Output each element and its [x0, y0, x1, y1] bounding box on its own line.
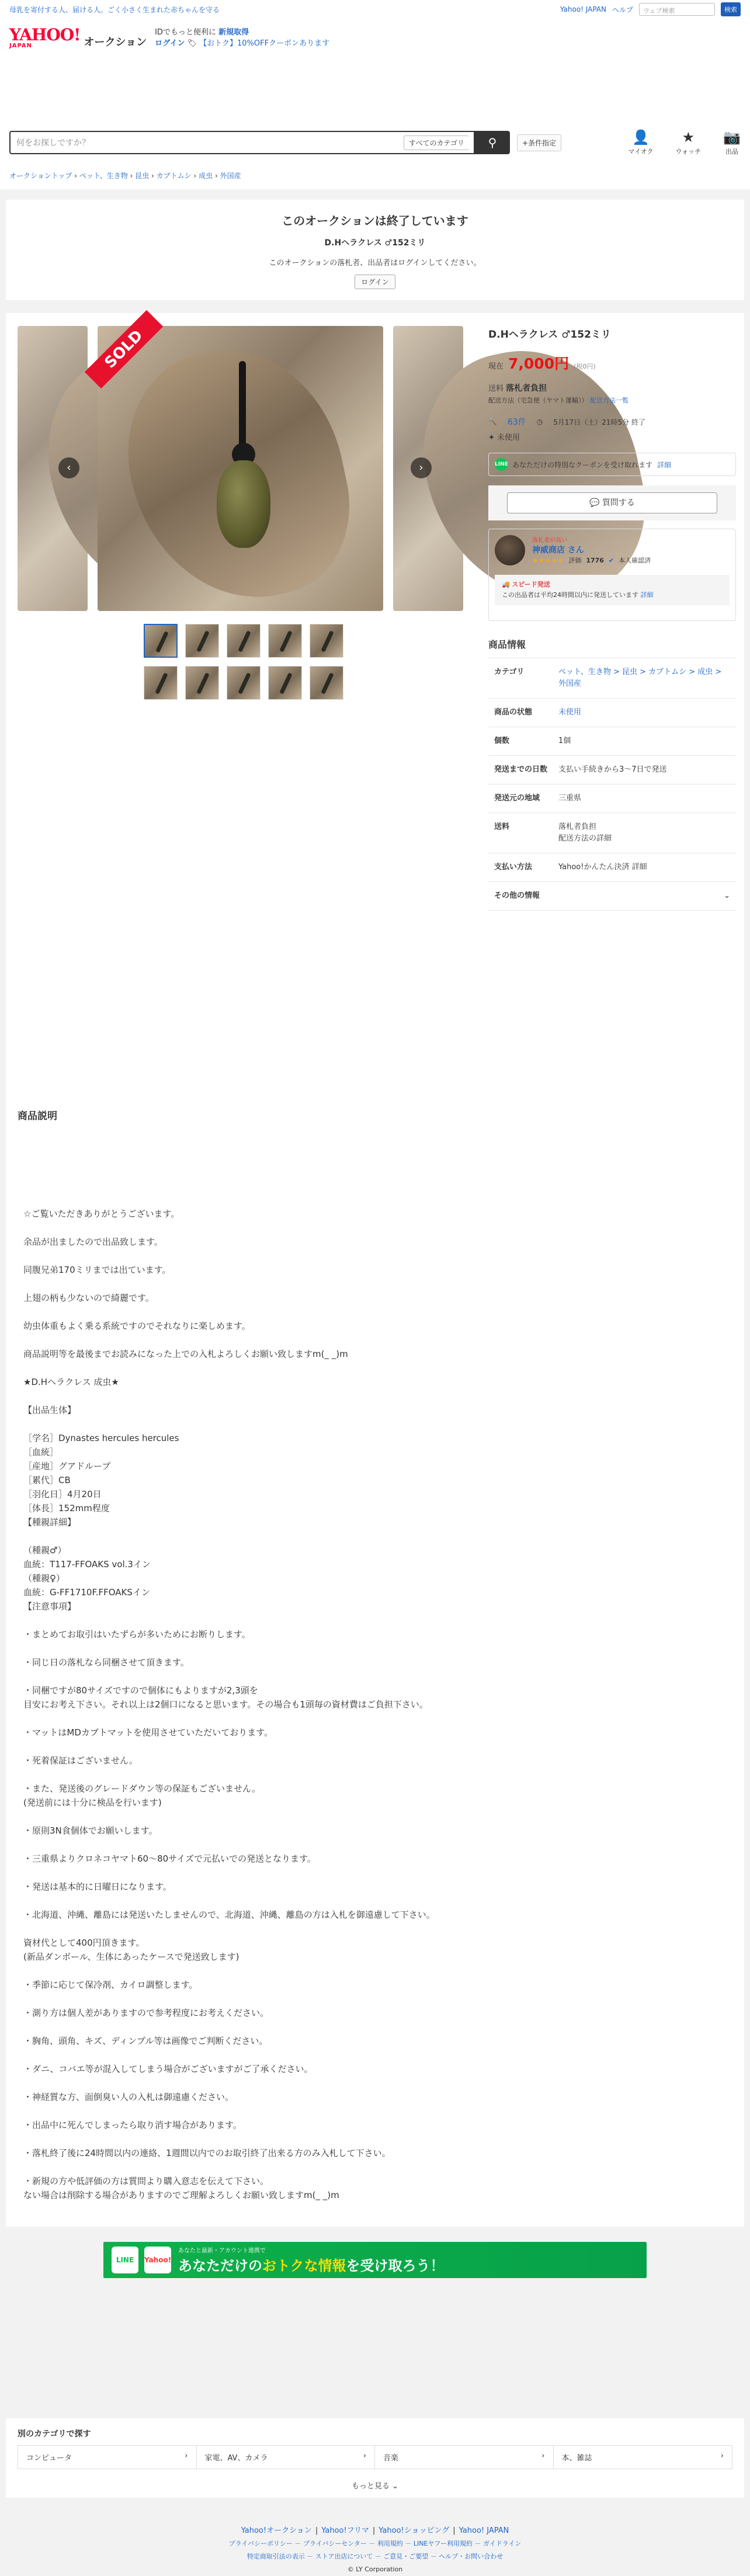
coupon-link[interactable]: 【おトク】10%OFFクーポンあります — [199, 39, 330, 48]
coupon-banner[interactable] — [488, 453, 736, 476]
thumbnail[interactable] — [227, 624, 261, 658]
site-header — [0, 19, 750, 57]
sell-button[interactable]: 📷 出品 — [723, 129, 741, 155]
coupon-text: あなただけの特別なクーポンを受け取れます — [512, 460, 653, 469]
beetle-image — [203, 361, 284, 560]
search-input[interactable] — [9, 131, 475, 154]
speed-label: スピード発送 — [512, 581, 550, 588]
truck-icon: 🚚 — [502, 581, 510, 588]
price-label: 現在 — [488, 362, 504, 371]
breadcrumb-item[interactable]: カブトムシ — [156, 172, 192, 180]
watch-button[interactable]: ★ ウォッチ — [675, 129, 702, 155]
question-area — [488, 485, 736, 520]
breadcrumb-item[interactable]: 成虫 — [199, 172, 213, 180]
thumbnail[interactable] — [144, 624, 178, 658]
info-row: 発送までの日数 支払い手続きから3〜7日で発送 — [488, 755, 736, 784]
clock-icon: ◷ — [536, 418, 543, 426]
shipping-label: 送料 — [488, 384, 504, 393]
breadcrumb-item[interactable]: オークショントップ — [9, 172, 72, 180]
breadcrumb-item[interactable]: ペット、生き物 — [79, 172, 128, 180]
description-heading: 商品説明 — [18, 1110, 57, 1122]
other-categories — [6, 2418, 744, 2498]
chevron-right-icon: › — [185, 2452, 188, 2460]
category-select[interactable]: すべてのカテゴリ — [404, 136, 469, 150]
shipping-value: 落札者負担 — [506, 384, 547, 393]
thumbnail-strip — [144, 624, 342, 700]
web-search-input[interactable]: ウェブ検索 — [639, 3, 715, 16]
conditions-button[interactable]: +条件指定 — [517, 134, 561, 151]
ad-space — [0, 57, 750, 121]
search-bar — [0, 121, 750, 164]
main-image[interactable] — [98, 326, 383, 611]
item-summary — [488, 326, 736, 911]
web-search-button[interactable]: 検索 — [721, 2, 741, 16]
chat-icon: 💬 — [589, 498, 600, 508]
verified-icon: ✔ — [608, 556, 614, 564]
other-info-toggle[interactable]: その他の情報 ⌄ — [488, 881, 736, 911]
coupon-icon: 🏷 — [187, 39, 197, 48]
ended-message: このオークションの落札者、出品者はログインしてください。 — [269, 259, 481, 268]
footer-link[interactable]: Yahoo!オークション — [241, 2526, 312, 2535]
line-icon: LINE — [495, 458, 508, 471]
auction-ended-box — [6, 200, 744, 300]
show-more-button[interactable]: もっと見る ⌄ — [351, 2482, 399, 2491]
ended-heading: このオークションは終了しています — [282, 214, 468, 228]
search-icon: ⚲ — [488, 136, 497, 150]
service-name: オークション — [84, 36, 147, 48]
thumbnail[interactable] — [227, 666, 261, 700]
sparkle-icon: ✦ — [488, 433, 495, 442]
thumbnail[interactable] — [310, 666, 343, 700]
header-info — [155, 27, 329, 49]
login-link[interactable]: ログイン — [155, 39, 185, 48]
item-main — [6, 313, 744, 1207]
chevron-down-icon: ⌄ — [392, 2482, 399, 2491]
banner-small-text: あなたと最新・アカウント連携で — [178, 2248, 266, 2254]
speed-shipping-box — [495, 575, 730, 605]
line-link-banner[interactable]: LINE Yahoo! あなたと最新・アカウント連携で あなただけのおトクな情報を受け取ろう！ — [103, 2242, 647, 2278]
chevron-left-icon[interactable]: ‹ — [58, 457, 79, 478]
breadcrumb-item[interactable]: 昆虫 — [135, 172, 150, 180]
category-link[interactable]: 家電、AV、カメラ › — [197, 2446, 376, 2469]
seller-avatar[interactable] — [495, 535, 525, 565]
footer-info-links[interactable]: 特定商取引法の表示 － ストア出店について － ご意見・ご要望 － ヘルプ・お問い合わせ — [246, 2553, 504, 2560]
shipping-methods-link[interactable]: 配送方法一覧 — [590, 397, 629, 404]
category-link[interactable]: 音楽 › — [375, 2446, 554, 2469]
info-row: カテゴリ ペット、生き物 > 昆虫 > カブトムシ > 成虫 > 外国産 — [488, 658, 736, 698]
thumbnail[interactable] — [268, 666, 302, 700]
copyright: © LY Corporation — [347, 2565, 403, 2573]
info-row: 発送元の地域 三重県 — [488, 784, 736, 813]
chevron-right-icon: › — [541, 2452, 545, 2460]
category-link[interactable]: 本、雑誌 › — [561, 2452, 724, 2463]
footer: Yahoo!オークション | Yahoo!フリマ | Yahoo!ショッピング | Yahoo! JAPAN プライバシーポリシー － プライバシーセンター － 利用規約 － LINEヤフー利用規約 － ガイドライン 特定商取引法の表示 － ストア出店について － ご意見・ご要望 － ヘルプ・お問い合わせ © LY Corporation — [6, 2498, 744, 2576]
category-link[interactable]: コンピュータ › — [18, 2446, 197, 2469]
thumbnail[interactable] — [144, 666, 178, 700]
chevron-right-icon: › — [363, 2452, 366, 2460]
info-row: 送料 落札者負担 配送方法の詳細 — [488, 813, 736, 853]
yahoo-auctions-logo[interactable] — [9, 27, 147, 49]
info-heading: 商品情報 — [488, 639, 526, 650]
shipping-method: 配送方法（宅急便（ヤマト運輸）） — [488, 397, 588, 404]
footer-link[interactable]: Yahoo!ショッピング — [379, 2526, 450, 2535]
description-body: ☆ご覧いただきありがとうございます。 余品が出ましたので出品致します。 同腹兄弟170ミリまでは出ています。 上翅の柄も少ないので綺麗です。 幼虫体重もよく乗る系統ですのでそれなりに楽しめます。 商品説明等を最後までお読みになった上での入札よろしくお願い致しますm(_ _)m ★D.Hヘラクレス 成虫★ 【出品生体】 ［学名］Dynastes hercules hercules ［血統］ ［産地］グアドループ ［累代］CB ［羽化日］4月20日 ［体長］152mm程度 【種親詳細】 （種親♂） 血統：T117-FFOAKS vol.3イン （種親♀） 血統：G-FF1710F.FFOAKSイン 【注意事項】 ・まとめてお取引はいたずらが多いためにお断りします。 ・同じ日の落札なら同梱させて頂きます。 ・同梱ですが80サイズですので個体にもよりますが2,3頭を 目安にお考え下さい。それ以上は2個口になると思います。その場合も1頭毎の資材費はご負担下さい。 ・マットはMDカブトマットを使用させていただいております。 ・死着保証はございません。 ・また、発送後のグレードダウン等の保証もございません。 (発送前には十分に検品を行います) ・原則3N食個体でお願いします。 ・三重県よりクロネコヤマト60〜80サイズで元払いでの発送となります。 ・発送は基本的に日曜日になります。 ・北海道、沖縄、離島には発送いたしませんので、北海道、沖縄、離島の方は入札を御遠慮して下さい。 資材代として400円頂きます。 (新品ダンボール、生体にあったケースで発送致します) ・季節に応じて保冷剤、カイロ調整します。 ・測り方は個人差がありますので参考程度にお考えください。 ・胸角、頭角、キズ、ディンプル等は画像でご判断ください。 ・ダニ、コバエ等が混入してしまう場合がございますがご了承ください。 ・神経質な方、面倒臭い人の入札は御遠慮ください。 ・出品中に死んでしまったら取り消す場合があります。 ・落札終了後に24時間以内の連絡、1週間以内でのお取引終了出来る方のみ入札して下さい。 ・新規の方や低評価の方は質問より購入意志を伝えて下さい。 ない場合は削除する場合がありますのでご理解よろしくお願い致しますm(_ _)m — [6, 1207, 744, 2227]
description-section — [18, 1108, 732, 1133]
thumbnail[interactable] — [185, 624, 219, 658]
signup-link[interactable]: 新規取得 — [218, 28, 249, 37]
speed-detail-link[interactable]: 詳細 — [640, 591, 654, 599]
speed-text: この出品者は平均24時間以内に発送しています — [502, 591, 638, 599]
current-price: 7,000円 — [508, 355, 570, 372]
search-placeholder: 何をお探しですか？ — [16, 138, 90, 148]
info-row: 支払い方法 Yahoo!かんたん決済 詳細 — [488, 853, 736, 881]
thumbnail[interactable] — [268, 624, 302, 658]
thumbnail[interactable] — [185, 666, 219, 700]
ended-login-button[interactable]: ログイン — [355, 275, 395, 289]
breadcrumb-item[interactable]: 外国産 — [220, 172, 241, 180]
line-icon: LINE — [112, 2247, 138, 2273]
bid-count[interactable]: 63件 — [507, 418, 526, 427]
campaign-notice-link[interactable]: 母乳を寄付する人、届ける人。ごく小さく生まれた赤ちゃんを守る — [9, 5, 220, 14]
my-auction-button[interactable]: 👤 マイオク — [628, 129, 654, 155]
info-row: 個数 1個 — [488, 727, 736, 755]
rating-count[interactable]: 1776 — [586, 556, 604, 564]
item-condition: ✦ 未使用 — [488, 433, 520, 442]
footer-policy-links[interactable]: プライバシーポリシー － プライバシーセンター － 利用規約 － LINEヤフー利用規約 － ガイドライン — [228, 2540, 522, 2547]
thumbnail[interactable] — [310, 624, 343, 658]
footer-link[interactable]: Yahoo!フリマ — [321, 2526, 369, 2535]
ad-space-lower — [6, 2278, 744, 2418]
logo-text: YAHOO! — [9, 25, 81, 44]
yahoo-japan-link[interactable]: Yahoo! JAPAN — [560, 5, 606, 13]
info-row: 商品の状態 未使用 — [488, 698, 736, 727]
chevron-right-icon: › — [720, 2452, 724, 2460]
tax-note: (税0円) — [574, 363, 596, 370]
top-bar-right — [560, 2, 741, 16]
seller-card — [488, 529, 736, 621]
logo-sub: JAPAN — [9, 43, 32, 49]
ask-question-button[interactable]: 💬 質問する — [507, 492, 717, 513]
other-categories-heading: 別のカテゴリで探す — [18, 2429, 91, 2439]
seller-name[interactable]: 神威商店 さん — [532, 546, 584, 555]
breadcrumb: オークショントップ › ペット、生き物 › 昆虫 › カブトムシ › 成虫 › 外国産 — [0, 164, 750, 189]
seller-badge: 落札者が高い — [532, 537, 567, 544]
chevron-down-icon: ⌄ — [724, 891, 730, 900]
price-row — [488, 352, 736, 373]
gavel-icon: 🔨 — [488, 418, 497, 426]
seller-rating: ★★★★★ 評価 1776 ✔ 本人確認済 — [532, 556, 651, 564]
star-icon: ★ — [682, 129, 695, 145]
footer-link[interactable]: Yahoo! JAPAN — [459, 2526, 509, 2535]
top-bar — [0, 0, 750, 19]
verified-label: 本人確認済 — [619, 557, 651, 564]
help-link[interactable]: ヘルプ — [612, 5, 633, 14]
promo-text: IDでもっと便利に — [155, 28, 216, 37]
shipping-info — [488, 383, 736, 407]
category-path-link[interactable]: ペット、生き物 > 昆虫 > カブトムシ > 成虫 > 外国産 — [558, 668, 722, 688]
search-button[interactable] — [475, 131, 510, 154]
end-time: 5月17日（土）21時5分 終了 — [553, 418, 645, 426]
yahoo-icon: Yahoo! — [144, 2247, 171, 2273]
auction-stats — [488, 416, 736, 428]
ended-title: D.Hヘラクレス ♂152ミリ — [324, 238, 426, 248]
sold-badge: SOLD — [85, 310, 163, 388]
product-info-table — [488, 637, 736, 911]
camera-icon: 📷 — [723, 129, 741, 145]
chevron-right-icon[interactable]: › — [411, 457, 432, 478]
product-title: D.Hヘラクレス ♂152ミリ — [488, 329, 611, 341]
coupon-detail-link[interactable]: 詳細 — [657, 460, 672, 469]
user-icon: 👤 — [631, 129, 650, 145]
rating-stars-icon: ★★★★★ — [532, 556, 564, 564]
header-actions — [628, 130, 741, 156]
